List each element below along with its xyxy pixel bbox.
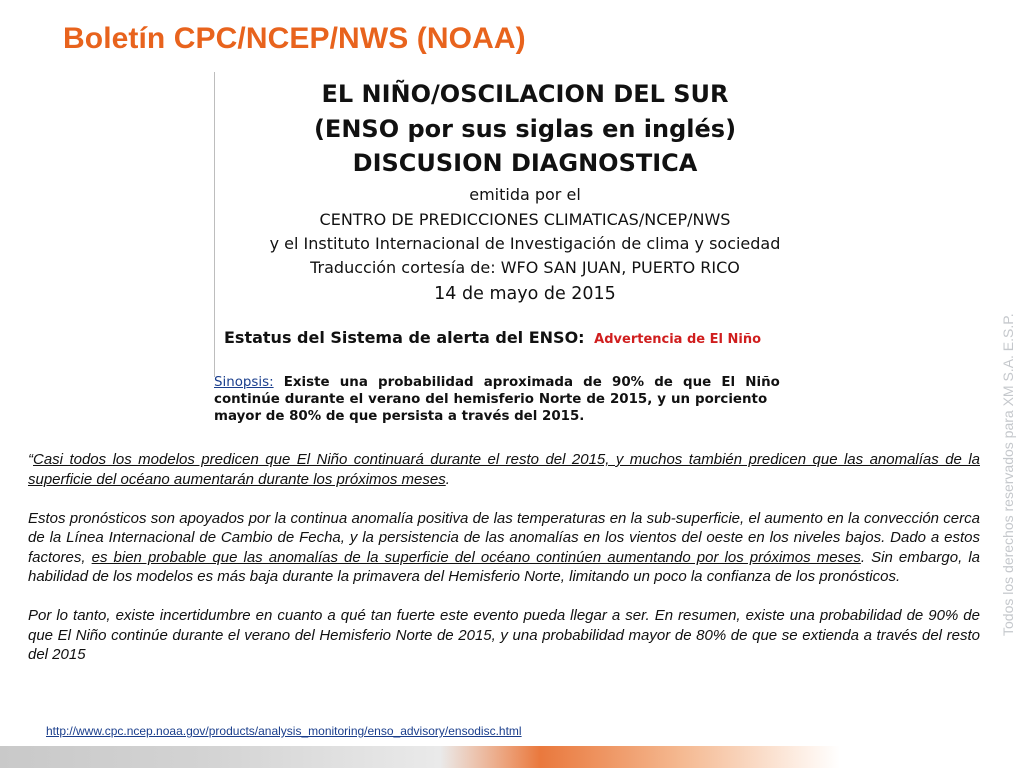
synopsis [214,374,836,425]
bulletin-center: CENTRO DE PREDICCIONES CLIMATICAS/NCEP/NWS [319,210,731,229]
source-link[interactable]: http://www.cpc.ncep.noaa.gov/products/analysis_monitoring/enso_advisory/ensodisc.html [46,724,522,738]
discussion-text [28,450,980,684]
bulletin-date: 14 de mayo de 2015 [434,284,616,304]
bulletin-heading-1: EL NIÑO/OSCILACION DEL SUR [321,80,729,108]
bulletin-heading-3: DISCUSION DIAGNOSTICA [352,149,698,177]
p2-underlined-text: es bien probable que las anomalías de la superficie del océano continúen aumentando por los próximos meses [91,548,861,566]
synopsis-line-1 [214,374,836,391]
open-quote: “ [28,451,33,468]
bulletin-institute: y el Instituto Internacional de Investigación de clima y sociedad [269,234,781,253]
discussion-paragraph-3: Por lo tanto, existe incertidumbre en cuanto a qué tan fuerte este evento pueda llegar a ser. En resumen, existe una probabilidad de 90% de que El Niño continúe durante el verano del Hemisferio Norte de 2015, y una probabilidad mayor de 80% de que se extienda a través del resto del 2015 [28,607,980,663]
bulletin-translation: Traducción cortesía de: WFO SAN JUAN, PUERTO RICO [310,258,740,277]
discussion-paragraph-2 [28,509,980,587]
synopsis-label: Sinopsis: [214,375,274,390]
p1-end: . [445,470,450,488]
bulletin-heading-2: (ENSO por sus siglas en inglés) [313,115,737,143]
footer-accent [440,746,840,768]
p2-start: Estos pronósticos son apoyados por la continua anomalía positiva de las temperaturas en la sub-superficie, el aumento en la convección cerca de la Línea Internacional de Cambio de Fecha, y la persistencia de las anomalías en los vientos del oeste en los niveles bajos. Dado a estos factores, [28,509,980,566]
bulletin-image [214,72,836,438]
discussion-paragraph-1 [28,450,980,489]
enso-status [224,328,761,347]
p1-underlined-text: Casi todos los modelos predicen que El Niño continuará durante el resto del 2015, y muchos también predicen que las anomalías de la superficie del océano aumentarán durante los próximos meses [28,451,980,488]
bulletin-issued-by: emitida por el [469,185,581,204]
synopsis-text-1: Existe una probabilidad aproximada de 90% de que El Niño [283,375,780,390]
enso-status-label: Estatus del Sistema de alerta del ENSO: [224,328,585,347]
enso-status-value: Advertencia de El Niño [594,332,762,347]
copyright-vertical-note: Todos los derechos reservados para XM S.A. E.S.P. [1000,313,1016,636]
synopsis-line-3: mayor de 80% de que persista a través del 2015. [214,409,585,424]
p2-end: . Sin embargo, la habilidad de los modelos es más baja durante la primavera del Hemisferio Norte, limitando un poco la confianza de los pronósticos. [28,548,980,585]
slide-title: Boletín CPC/NCEP/NWS (NOAA) [63,22,526,55]
synopsis-line-2: continúe durante el verano del hemisferio Norte de 2015, y un porciento [214,392,768,407]
